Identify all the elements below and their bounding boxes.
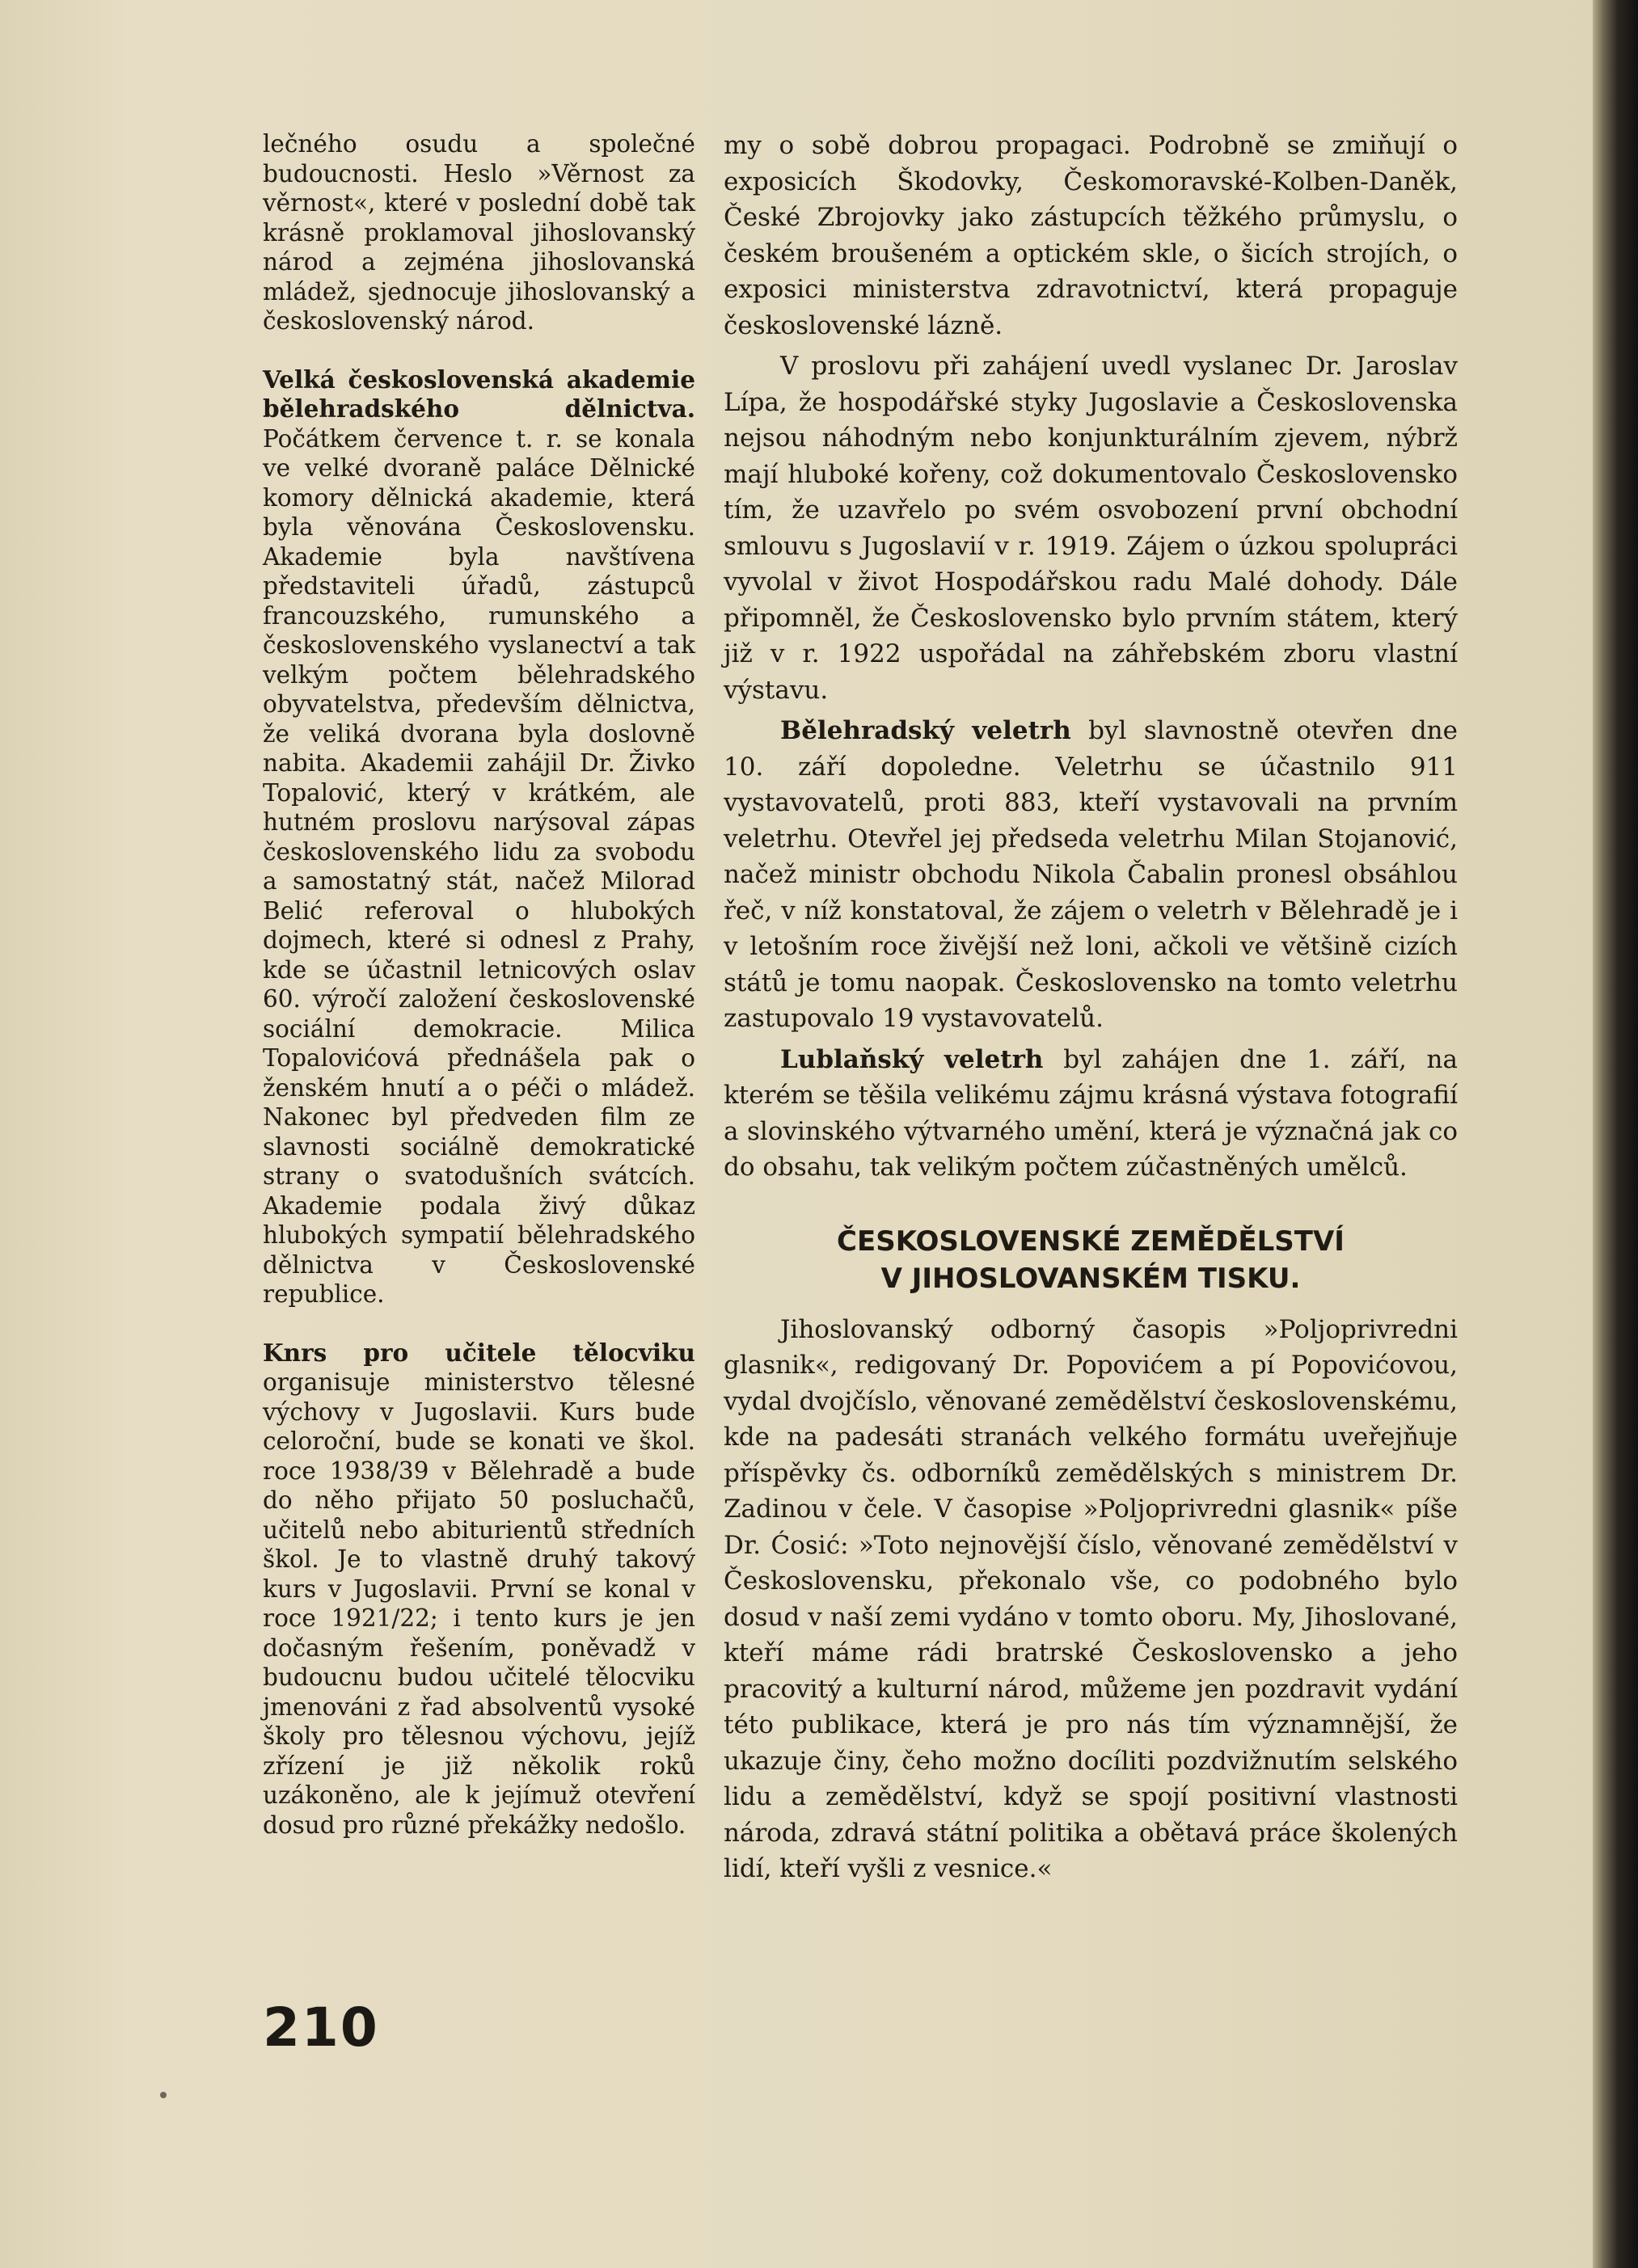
right-paragraph-3-text: byl slavnostně otevřen dne 10. září dopoledne. Veletrhu se účastnilo 911 vystavovatelů, proti 883, kteří vystavovali na prvním veletrhu. Otevřel jej předseda veletrhu Milan Stojanović, načež ministr obchodu Nikola Čabalin pronesl obsáhlou řeč, v níž konstatoval, že zájem o veletrh v Bělehradě je i v letošním roce živější než loni, ačkoli ve většině cizích států je tomu naopak. Československo na tomto veletrhu zastupovalo 19 vystavovatelů. [724,716,1458,1033]
section-title-line-1: ČESKOSLOVENSKÉ ZEMĚDĚLSTVÍ [837,1225,1345,1258]
left-paragraph-3 [263,1338,695,1840]
right-paragraph-3 [724,713,1458,1037]
right-paragraph-1 [724,128,1458,344]
left-paragraph-1-text: lečného osudu a společné budoucnosti. Heslo »Věrnost za věrnost«, které v poslední době tak krásně proklamoval jihoslovanský národ a zejména jihoslovanská mládež, sjednocuje jihoslovanský a československý národ. [263,130,695,335]
section-title-line-2: V JIHOSLOVANSKÉM TISKU. [880,1262,1301,1295]
right-column [724,128,1458,1892]
right-paragraph-2-text: V proslovu při zahájení uvedl vyslanec Dr. Jaroslav Lípa, že hospodářské styky Jugoslavie a Československa nejsou náhodným nebo konjunkturálním zjevem, nýbrž mají hluboké kořeny, což dokumentovalo Československo tím, že uzavřelo po svém osvobození první obchodní smlouvu s Jugoslavií v r. 1919. Zájem o úzkou spolupráci vyvolal v život Hospodářskou radu Malé dohody. Dále připomněl, že Československo bylo prvním státem, který již v r. 1922 uspořádal na záhřebském zboru vlastní výstavu. [724,352,1458,705]
left-paragraph-2-lead: Velká československá akademie bělehradského dělnictva. [263,365,695,423]
left-paragraph-3-text: organisuje ministerstvo tělesné výchovy v Jugoslavii. Kurs bude celoroční, bude se konati ve škol. roce 1938/39 v Bělehradě a bude do něho přijato 50 posluchačů, učitelů nebo abiturientů středních škol. Je to vlastně druhý takový kurs v Jugoslavii. První se konal v roce 1921/22; i tento kurs je jen dočasným řešením, poněvadž v budoucnu budou učitelé tělocviku jmenováni z řad absolventů vysoké školy pro tělesnou výchovu, jejíž zřízení je již několik roků uzákoněno, ale k jejímuž otevření dosud pro různé překážky nedošlo. [263,1368,695,1839]
right-paragraph-4-text: byl zahájen dne 1. září, na kterém se těšila velikému zájmu krásná výstava fotografií a slovinského výtvarného umění, která je význačná jak co do obsahu, tak velikým počtem zúčastněných umělců. [724,1044,1458,1182]
right-paragraph-4 [724,1042,1458,1186]
section-title [724,1223,1458,1297]
right-paragraph-1-text: my o sobě dobrou propagaci. Podrobně se zmiňují o exposicích Škodovky, Českomoravské-Kolben-Daněk, České Zbrojovky jako zástupcích těžkého průmyslu, o českém broušeném a optickém skle, o šicích strojích, o exposici ministerstva zdravotnictví, která propaguje československé lázně. [724,131,1458,340]
right-paragraph-3-lead: Bělehradský veletrh [780,716,1071,745]
left-paragraph-2 [263,365,695,1309]
left-paragraph-3-lead: Knrs pro učitele tělocviku [263,1338,695,1367]
left-column [263,129,695,1869]
right-paragraph-2 [724,348,1458,708]
left-paragraph-1 [263,129,695,336]
section-paragraph [724,1312,1458,1887]
paper-speck [160,2092,167,2098]
right-paragraph-4-lead: Lublaňský veletrh [780,1044,1044,1074]
section-paragraph-text: Jihoslovanský odborný časopis »Poljoprivredni glasnik«, redigovaný Dr. Popovićem a pí Popovićovou, vydal dvojčíslo, věnované zemědělství československému, kde na padesáti stranách velkého formátu uveřejňuje příspěvky čs. odborníků zemědělských s ministrem Dr. Zadinou v čele. V časopise »Poljoprivredni glasnik« píše Dr. Ćosić: »Toto nejnovější číslo, věnované zemědělství v Československu, překonalo vše, co podobného bylo dosud v naší zemi vydáno v tomto oboru. My, Jihoslované, kteří máme rádi bratrské Československo a jeho pracovitý a kulturní národ, můžeme jen pozdravit vydání této publikace, která je pro nás tím významnější, že ukazuje činy, čeho možno docíliti pozdvižnutím selského lidu a zemědělství, když se spojí positivní vlastnosti národa, zdravá státní politika a obětavá práce školených lidí, kteří vyšli z vesnice.« [724,1314,1458,1883]
book-spine-shadow [1593,0,1638,2268]
left-paragraph-2-text: Počátkem července t. r. se konala ve velké dvoraně paláce Dělnické komory dělnická akademie, která byla věnována Československu. Akademie byla navštívena představiteli úřadů, zástupců francouzského, rumunského a československého vyslanectví a tak velkým počtem bělehradského obyvatelstva, především dělnictva, že veliká dvorana byla doslovně nabita. Akademii zahájil Dr. Živko Topalović, který v krátkém, ale hutném proslovu narýsoval zápas československého lidu za svobodu a samostatný stát, načež Milorad Belić referoval o hlubokých dojmech, které si odnesl z Prahy, kde se účastnil letnicových oslav 60. výročí založení československé sociální demokracie. Milica Topalovićová přednášela pak o ženském hnutí a o péči o mládež. Nakonec byl předveden film ze slavnosti sociálně demokratické strany o svatodušních svátcích. Akademie podala živý důkaz hlubokých sympatií bělehradského dělnictva v Československé republice. [263,424,695,1308]
page-number: 210 [263,1996,379,2059]
